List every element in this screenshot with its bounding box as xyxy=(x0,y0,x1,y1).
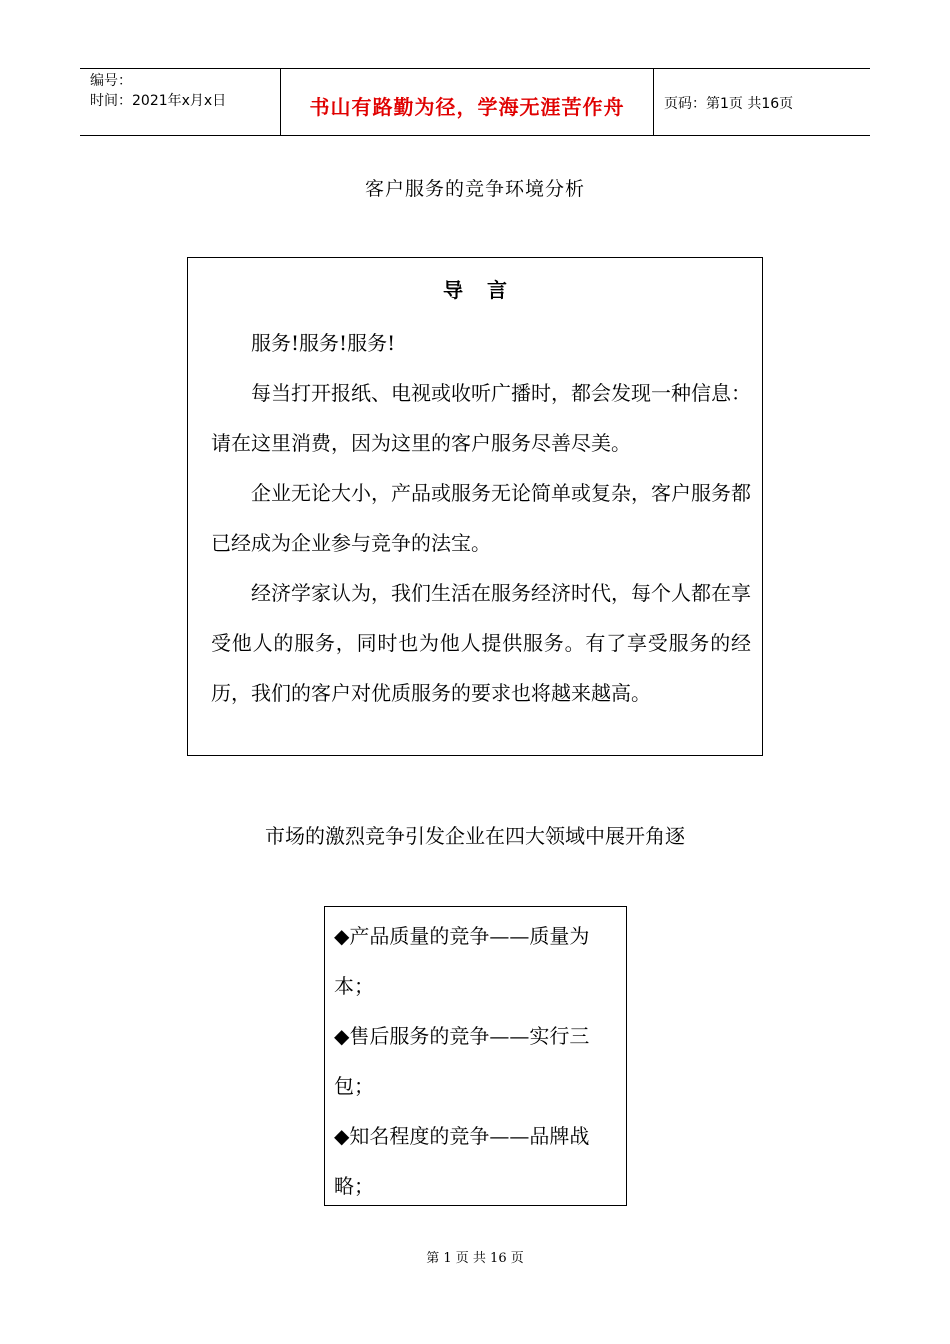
intro-paragraph: 每当打开报纸、电视或收听广播时，都会发现一种信息：请在这里消费，因为这里的客户服务尽善尽美。 xyxy=(211,381,751,455)
intro-box xyxy=(187,257,763,756)
intro-paragraph: 企业无论大小，产品或服务无论简单或复杂，客户服务都已经成为企业参与竞争的法宝。 xyxy=(211,481,751,555)
intro-paragraph: 经济学家认为，我们生活在服务经济时代，每个人都在享受他人的服务，同时也为他人提供服务。有了享受服务的经历，我们的客户对优质服务的要求也将越来越高。 xyxy=(211,581,751,705)
page-header xyxy=(80,68,870,136)
header-page-info: 页码：第1页 共16页 xyxy=(664,96,794,112)
competition-list-box xyxy=(324,906,627,1206)
intro-paragraph: 服务!服务!服务! xyxy=(251,331,396,355)
competition-item: ◆知名程度的竞争——品牌战略； xyxy=(334,1124,590,1198)
competition-list xyxy=(334,911,618,1211)
competition-item: ◆产品质量的竞争——质量为本； xyxy=(334,924,590,998)
document-time-label: 时间：2021年x月x日 xyxy=(90,93,227,109)
section-title: 市场的激烈竞争引发企业在四大领域中展开角逐 xyxy=(265,824,685,848)
intro-heading: 导言 xyxy=(443,278,531,302)
document-title: 客户服务的竞争环境分析 xyxy=(364,178,585,200)
intro-body xyxy=(211,318,751,718)
header-divider xyxy=(653,69,654,135)
header-meta xyxy=(90,71,280,111)
document-number-label: 编号： xyxy=(90,73,132,89)
competition-item: ◆售后服务的竞争——实行三包； xyxy=(334,1024,590,1098)
header-motto: 书山有路勤为径，学海无涯苦作舟 xyxy=(309,95,625,119)
page-footer: 第 1 页 共 16 页 xyxy=(426,1251,524,1266)
